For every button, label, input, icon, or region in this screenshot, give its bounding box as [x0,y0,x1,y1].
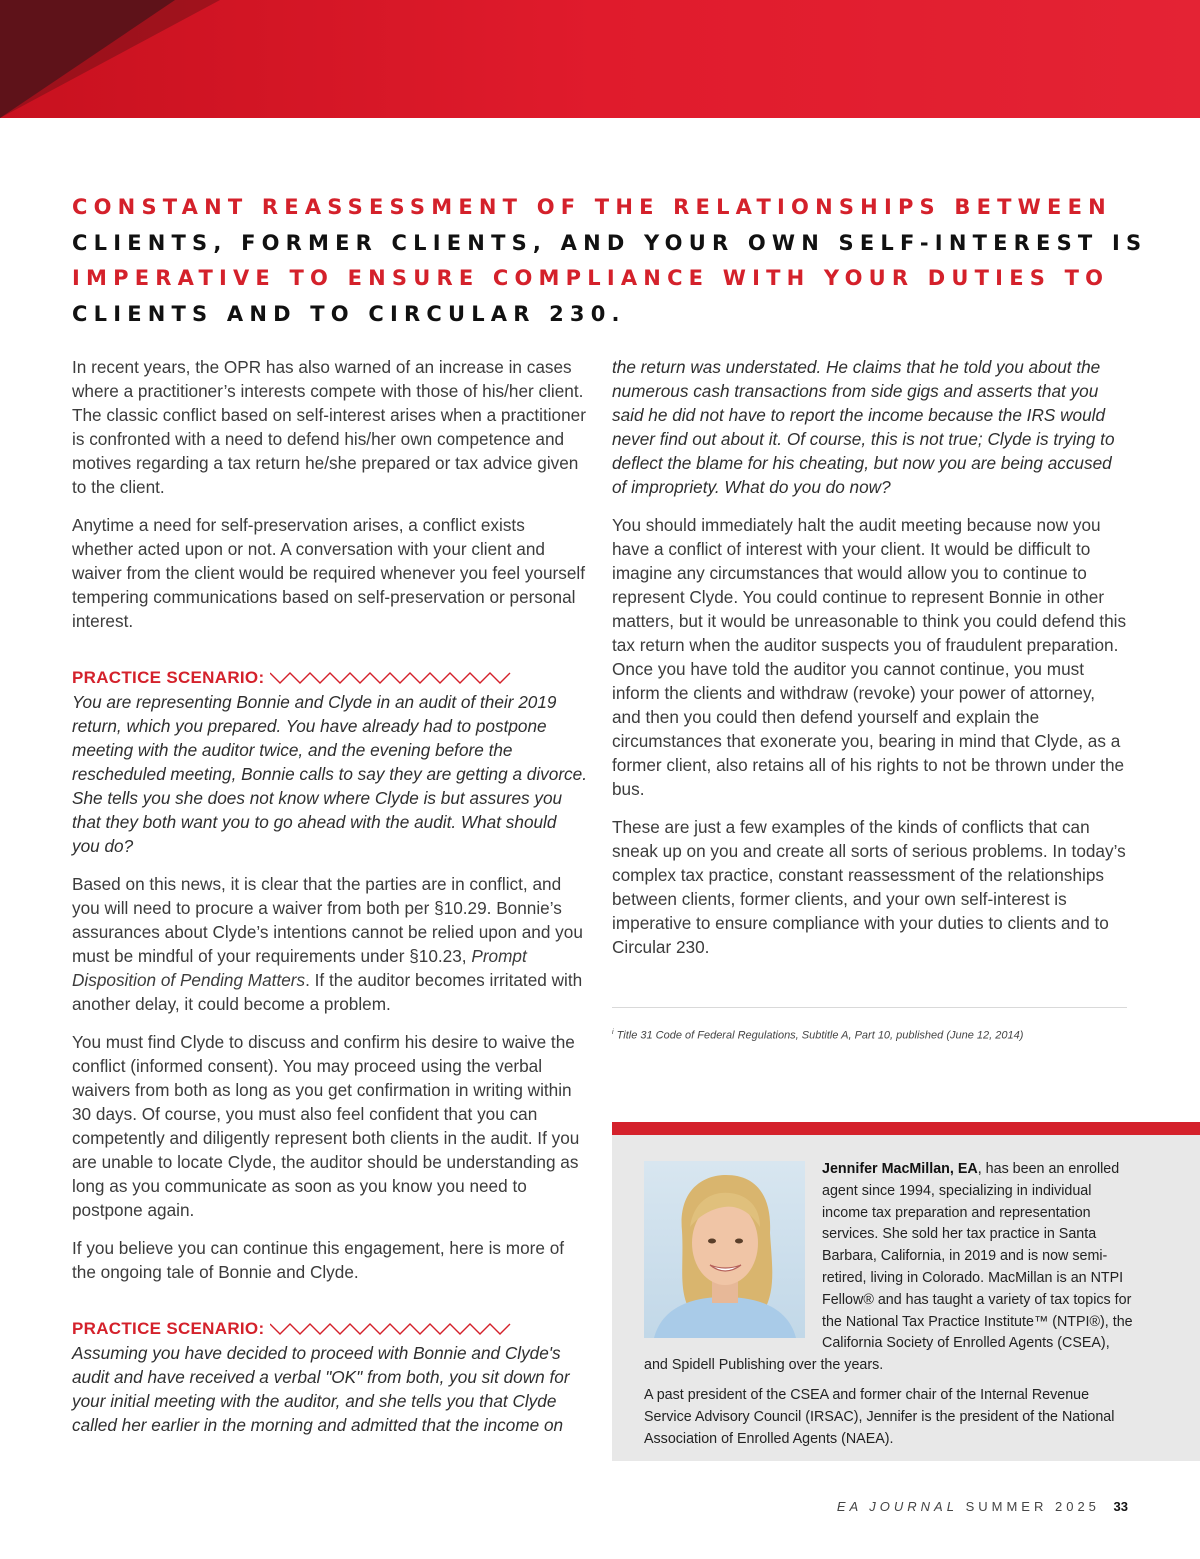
body-paragraph [72,872,587,1016]
author-photo [644,1161,805,1338]
body-paragraph: In recent years, the OPR has also warned of an increase in cases where a practitioner’s interests compete with those of his/her client. The classic conflict based on self-interest arises when a practitioner is confronted with a need to defend his/her own competence and motives regarding a tax return he/she prepared or tax advice given to the client. [72,357,586,497]
header-corner-accent [0,0,175,118]
author-bio [644,1159,1134,1458]
practice-scenario-heading [72,666,587,690]
zigzag-divider-icon [270,671,514,685]
scenario-text-continued: the return was understated. He claims that he told you about the numerous cash transactions from side gigs and asserts that you said he did not have to report the income because the IRS would never find out about it. Of course, this is not true; Clyde is trying to deflect the blame for his cheating, but now you are being accused of impropriety. What do you do now? [612,357,1115,497]
body-paragraph: You should immediately halt the audit meeting because now you have a conflict of interest with your client. It would be difficult to imagine any circumstances that would allow you to continue to represent Clyde. You could continue to represent Bonnie in other matters, but it would be unreasonable to think you could defend this tax return when the auditor suspects you of fraudulent preparation. Once you have told the auditor you cannot continue, you must inform the clients and withdraw (revoke) your power of attorney, and then you could then defend yourself and explain the circumstances that exonerate you, bearing in mind that Clyde, as a former client, also retains all of his rights to not be thrown under the bus. [612,515,1127,799]
zigzag-divider-icon [270,1322,514,1336]
bio-paragraph: A past president of the CSEA and former chair of the Internal Revenue Service Advisory Council (IRSAC), Jennifer is the president of the National Association of Enrolled Agents (NAEA). [644,1386,1115,1447]
bio-text: , has been an enrolled agent since 1994, specializing in individual income tax preparation and representation services. She sold her tax practice in Santa Barbara, California, in 2019 and is now semi-retired, living in Colorado. MacMillan is an NTPI Fellow® and has taught a variety of tax topics for the National Tax Practice Institute™ (NTPI®), the California Society of Enrolled Agents (CSEA), and Spidell Publishing over the years. [644,1161,1133,1374]
body-paragraph: If you believe you can continue this engagement, here is more of the ongoing tale of Bonnie and Clyde. [72,1238,565,1282]
practice-scenario-label: PRACTICE SCENARIO: [72,668,265,687]
practice-scenario-heading [72,1317,587,1341]
pull-quote-line-3: IMPERATIVE TO ENSURE COMPLIANCE WITH YOUR DUTIES TO [72,266,1110,290]
body-paragraph: Anytime a need for self-preservation arises, a conflict exists whether acted upon or not. A conversation with your client and waiver from the client would be required whenever you feel yourself tempering communications based on self-preservation or personal interest. [72,515,586,631]
pull-quote [72,190,1148,332]
page-number: 33 [1113,1499,1128,1514]
footnote [612,1026,1127,1043]
body-text: . If the auditor becomes irritated with another delay, it could become a problem. [72,970,583,1014]
pull-quote-line-1: CONSTANT REASSESSMENT OF THE RELATIONSHIPS BETWEEN [72,195,1112,219]
scenario-text: Assuming you have decided to proceed with Bonnie and Clyde's audit and have received a verbal "OK" from both, you sit down for your initial meeting with the auditor, and she tells you that Clyde called her earlier in the morning and admitted that the income on [72,1343,570,1435]
author-name: Jennifer MacMillan, EA [822,1161,978,1177]
footnote-text: Title 31 Code of Federal Regulations, Subtitle A, Part 10, published (June 12, 2014) [616,1029,1024,1042]
pull-quote-line-4: CLIENTS AND TO CIRCULAR 230. [72,301,626,326]
footnote-marker: i [612,1029,614,1036]
page-footer [837,1499,1128,1514]
section-title-italic: Prompt Disposition of Pending Matters [72,946,527,990]
journal-issue: SUMMER 2025 [965,1499,1100,1514]
practice-scenario-label: PRACTICE SCENARIO: [72,1319,265,1338]
journal-name: EA JOURNAL [836,1499,958,1514]
footnote-divider [612,1007,1127,1008]
body-text: Based on this news, it is clear that the parties are in conflict, and you will need to procure a waiver from both per §10.29. Bonnie’s assurances about Clyde’s intentions cannot be relied upon and you must be mindful of your requirements under §10.23, [72,874,583,966]
left-column [72,355,587,1451]
author-bio-box [612,1122,1200,1461]
right-column [612,355,1127,1043]
pull-quote-line-2: CLIENTS, FORMER CLIENTS, AND YOUR OWN SELF-INTEREST IS [72,230,1148,255]
scenario-text: You are representing Bonnie and Clyde in an audit of their 2019 return, which you prepared. You have already had to postpone meeting with the auditor twice, and the evening before the rescheduled meeting, Bonnie calls to say they are getting a divorce. She tells you she does not know where Clyde is but assures you that they both want you to go ahead with the audit. What should you do? [72,692,587,856]
body-paragraph: You must find Clyde to discuss and confirm his desire to waive the conflict (informed consent). You may proceed using the verbal waivers from both as long as you get confirmation in writing within 30 days. Of course, you must also feel confident that you can competently and diligently represent both clients in the audit. If you are unable to locate Clyde, the auditor should be understanding as long as you communicate as soon as you know you need to postpone again. [72,1032,580,1220]
header-band [0,0,1200,118]
body-paragraph: These are just a few examples of the kinds of conflicts that can sneak up on you and create all sorts of serious problems. In today’s complex tax practice, constant reassessment of the relationships between clients, former clients, and your own self-interest is imperative to ensure compliance with your duties to clients and to Circular 230. [612,817,1126,957]
